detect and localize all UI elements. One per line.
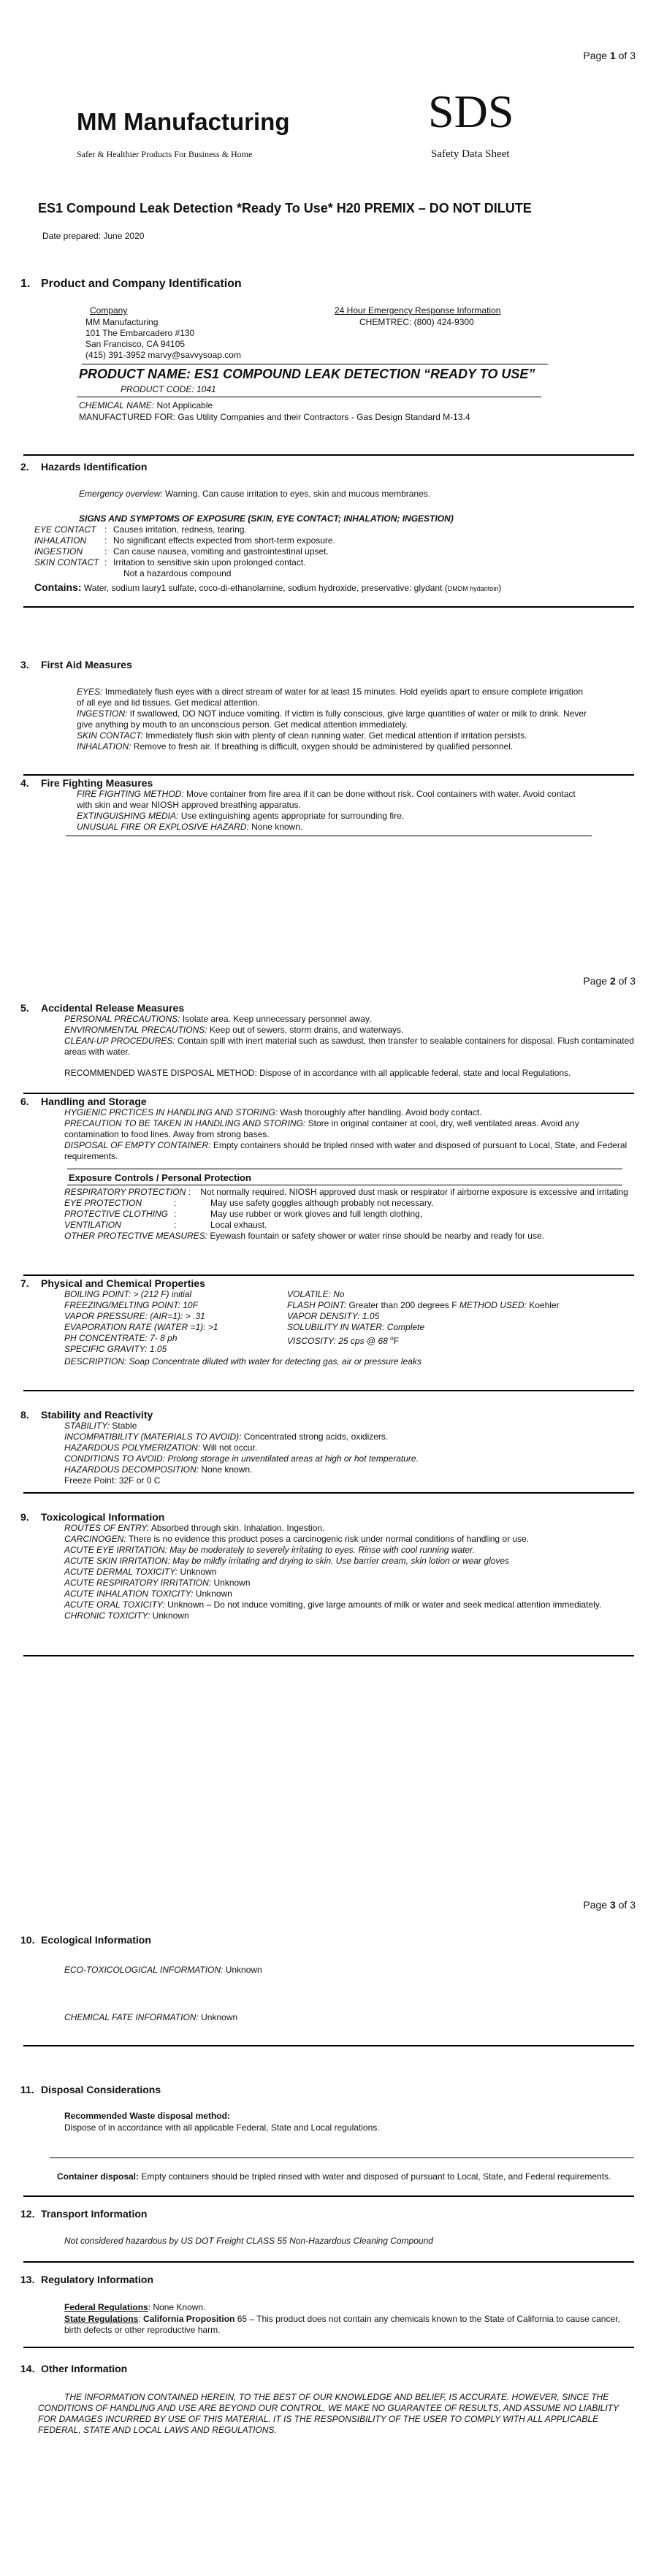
product-name: PRODUCT NAME: ES1 COMPOUND LEAK DETECTION “READY TO USE” — [79, 367, 535, 381]
section-2-heading: 2. Hazards Identification — [20, 461, 148, 473]
section-divider — [23, 606, 634, 608]
state-regulations: State Regulations: California Proposition 65 – This product does not contain any chemicals known to the State of California to cause cancer, birth defects or other reproductive harm. — [64, 2314, 620, 2335]
section-divider — [23, 2347, 634, 2348]
company-address: MM Manufacturing 101 The Embarcadero #130 San Francisco, CA 94105 (415) 391-3952 marvy@savvysoap.com — [85, 317, 241, 360]
page-number: Page 1 of 3 — [583, 50, 636, 61]
section-divider — [23, 2045, 634, 2046]
page-1-continued — [0, 672, 656, 847]
section-7-heading: 7. Physical and Chemical Properties — [20, 1277, 205, 1289]
sds-subtitle: Safety Data Sheet — [431, 148, 510, 160]
transport-text: Not considered hazardous by US DOT Freight CLASS 55 Non-Hazardous Cleaning Compound — [64, 2236, 433, 2246]
section-divider — [23, 2195, 634, 2197]
section-3-heading: 3. First Aid Measures — [20, 659, 132, 670]
other-information-text: THE INFORMATION CONTAINED HEREIN, TO THE BEST OF OUR KNOWLEDGE AND BELIEF, IS ACCURATE. HOWEVER, SINCE THE CONDITIONS OF HANDLING AND USE ARE BEYOND OUR CONTROL, WE MAKE NO GUARANTEE OF RESULTS, AND ASSUME NO LIABILITY FOR DAMAGES INCURRED BY USE OF THIS MATERIAL. IT IS THE RESPONSIBILITY OF THE USER TO COMPLY WITH ALL APPLICABLE FEDERAL, STATE AND LOCAL LAWS AND REGULATIONS. — [38, 2392, 619, 2435]
stability-text: STABILITY: Stable INCOMPATIBILITY (MATERIALS TO AVOID): Concentrated strong acids, oxidizers. HAZARDOUS POLYMERIZATION: Will not occur. CONDITIONS TO AVOID: Prolong storage in unventilated areas at high or hot temperature. HAZARDOUS DECOMPOSITION: None known. Freeze Point: 32F or 0 C — [64, 1421, 419, 1486]
emergency-phone: CHEMTREC: (800) 424-9300 — [359, 317, 474, 327]
chemical-fate: CHEMICAL FATE INFORMATION: Unknown — [64, 2012, 238, 2022]
handling-text: HYGIENIC PRCTICES IN HANDLING AND STORING: Wash thoroughly after handling. Avoid body contact. PRECAUTION TO BE TAKEN IN HANDLING AND STORING: Store in original container at cool, dry, well ventilated areas. Avoid any contamination to food lines. Away from strong bases. DISPOSAL OF EMPTY CONTAINER: Empty containers should be tripled rinsed with water and disposed of pursuant to Local, State, and Federal requirements. — [64, 1107, 628, 1161]
date-prepared: Date prepared: June 2020 — [42, 231, 145, 241]
section-divider — [23, 2261, 634, 2263]
eco-toxicological: ECO-TOXICOLOGICAL INFORMATION: Unknown — [64, 1965, 262, 1975]
page-2 — [0, 964, 656, 1914]
exposure-list: EYE CONTACT : Causes irritation, redness, tearing. INHALATION : No significant effects expected from short-term exposure. INGESTION : Can cause nausea, vomiting and gastrointestinal upset. SKIN CONTACT : Irritation to sensitive skin upon prolonged contact. Not a hazardous compound — [34, 524, 335, 578]
section-10-heading: 10. Ecological Information — [20, 1934, 151, 1946]
federal-regulations: Federal Regulations: None Known. — [64, 2302, 206, 2312]
product-code: PRODUCT CODE: 1041 — [121, 384, 216, 394]
container-disposal: Container disposal: Empty containers should be tripled rinsed with water and disposed of pursuant to Local, State, and Federal requirements. — [57, 2171, 611, 2182]
section-divider — [23, 1492, 634, 1494]
section-9-heading: 9. Toxicological Information — [20, 1511, 165, 1523]
page-number: Page 2 of 3 — [583, 975, 636, 987]
section-13-heading: 13. Regulatory Information — [20, 2274, 154, 2285]
section-divider — [23, 454, 634, 456]
section-divider — [23, 1274, 634, 1276]
section-11-heading: 11. Disposal Considerations — [20, 2084, 161, 2095]
company-tagline: Safer & Healthier Products For Business & Home — [77, 149, 253, 159]
exposure-controls-heading: Exposure Controls / Personal Protection — [69, 1172, 251, 1183]
section-1-heading: 1. Product and Company Identification — [20, 278, 242, 290]
sds-logo: SDS — [428, 85, 514, 137]
section-divider — [23, 774, 634, 776]
company-name: MM Manufacturing — [77, 108, 290, 135]
page-number: Page 3 of 3 — [583, 1899, 636, 1911]
document-title: ES1 Compound Leak Detection *Ready To Use* H20 PREMIX – DO NOT DILUTE — [38, 201, 532, 215]
toxicological-text: ROUTES OF ENTRY: Absorbed through skin. Inhalation. Ingestion. CARCINOGEN: There is no evidence this product poses a carcinogenic risk under normal conditions of handling or use. ACUTE EYE IRRITATION: May be moderately to severely irritating to eyes. Rinse with cool running water. ACUTE SKIN IRRITATION: May be mildly irritating and drying to skin. Use barrier cream, skin lotion or wear gloves ACUTE DERMAL TOXICITY: Unknown ACUTE RESPIRATORY IRRITATION: Unknown ACUTE INHALATION TOXICITY: Unknown ACUTE ORAL TOXICITY: Unknown – Do not induce vomiting, give large amounts of milk or water and seek medical attention immediately. CHRONIC TOXICITY: Unknown — [64, 1523, 602, 1621]
company-heading: Company — [90, 305, 128, 316]
recommended-disposal-text: Dispose of in accordance with all applicable Federal, State and Local regulations. — [64, 2122, 380, 2133]
description: DESCRIPTION: Soap Concentrate diluted with water for detecting gas, air or pressure leaks — [64, 1356, 422, 1367]
section-divider — [23, 1390, 634, 1391]
section-4-heading: 4. Fire Fighting Measures — [20, 777, 153, 789]
section-14-heading: 14. Other Information — [20, 2363, 128, 2374]
page-1 — [0, 0, 656, 692]
section-divider — [23, 1655, 634, 1656]
chemical-name: CHEMICAL NAME: Not Applicable — [79, 400, 213, 410]
emergency-overview: Emergency overview: Warning. Can cause irritation to eyes, skin and mucous membranes. — [79, 489, 431, 499]
signs-heading: SIGNS AND SYMPTOMS OF EXPOSURE (SKIN, EYE CONTACT; INHALATION; INGESTION) — [79, 513, 454, 524]
section-12-heading: 12. Transport Information — [20, 2208, 148, 2220]
manufactured-for: MANUFACTURED FOR: Gas Utility Companies and their Contractors - Gas Design Standard M-13.4 — [79, 412, 470, 422]
emergency-heading: 24 Hour Emergency Response Information — [335, 305, 501, 316]
protection-list: RESPIRATORY PROTECTION : Not normally required. NIOSH approved dust mask or respirator if airborne exposure is excessive and irritating EYE PROTECTION : May use safety goggles although probably not necessary. PROTECTIVE CLOTHING : May use rubber or work gloves and full length clothing, VENTILATION : Local exhaust. OTHER PROTECTIVE MEASURES: Eyewash fountain or safety shower or water rinse should be nearby and ready for use. — [64, 1187, 628, 1241]
section-5-heading: 5. Accidental Release Measures — [20, 1002, 185, 1014]
page-3 — [0, 1877, 656, 2576]
section-6-heading: 6. Handling and Storage — [20, 1096, 147, 1107]
first-aid-text: EYES: Immediately flush eyes with a direct stream of water for at least 15 minutes. Hold eyelids apart to ensure complete irrigation of all eye and lid tissues. Get medical attention. INGESTION: If swallowed, DO NOT induce vomiting. If victim is fully conscious, give large quantities of water or milk to drink. Never give anything by mouth to an unconscious person. Get medical attention immediately. SKIN CONTACT: Immediately flush skin with plenty of clean running water. Get medical attention if irritation persists. INHALATION: Remove to fresh air. If breathing is difficult, oxygen should be administered by qualified personnel. — [77, 687, 587, 752]
section-divider — [23, 1093, 634, 1094]
contains: Contains: Water, sodium laury1 sulfate, coco-di-ethanolamine, sodium hydroxide, preservative: glydant (DMDM hydantoin) — [34, 581, 502, 593]
recommended-disposal-heading: Recommended Waste disposal method: — [64, 2111, 230, 2121]
fire-fighting-text: FIRE FIGHTING METHOD: Move container from fire area if it can be done without risk. Cool containers with water. Avoid contact with skin and wear NIOSH approved breathing apparatus. EXTINGUISHING MEDIA: Use extinguishing agents appropriate for surrounding fire. UNUSUAL FIRE OR EXPLOSIVE HAZARD: None known. — [77, 789, 576, 832]
properties-right: VOLATILE: No FLASH POINT: Greater than 200 degrees F METHOD USED: Koehler VAPOR DENSITY: 1.05 SOLUBILITY IN WATER: Complete VISCOSITY: 25 cps @ 68 $^o$F — [287, 1289, 560, 1346]
section-8-heading: 8. Stability and Reactivity — [20, 1409, 153, 1421]
accidental-release-text: PERSONAL PRECAUTIONS: Isolate area. Keep unnecessary personnel away. ENVIRONMENTAL PRECAUTIONS: Keep out of sewers, storm drains, and waterways. CLEAN-UP PROCEDURES: Contain spill with inert material such as sawdust, then transfer to sealable containers for disposal. Flush contaminated areas with water. RECOMMENDED WASTE DISPOSAL METHOD: Dispose of in accordance with all applicable federal, state and local Regulations. — [64, 1014, 634, 1078]
properties-left: BOILING POINT: > (212 F) initial FREEZING/MELTING POINT: 10F VAPOR PRESSURE: (AIR=1): > .31 EVAPORATION RATE (WATER =1): >1 PH CONCENTRATE: 7- 8 ph SPECIFIC GRAVITY: 1.05 — [64, 1289, 218, 1354]
